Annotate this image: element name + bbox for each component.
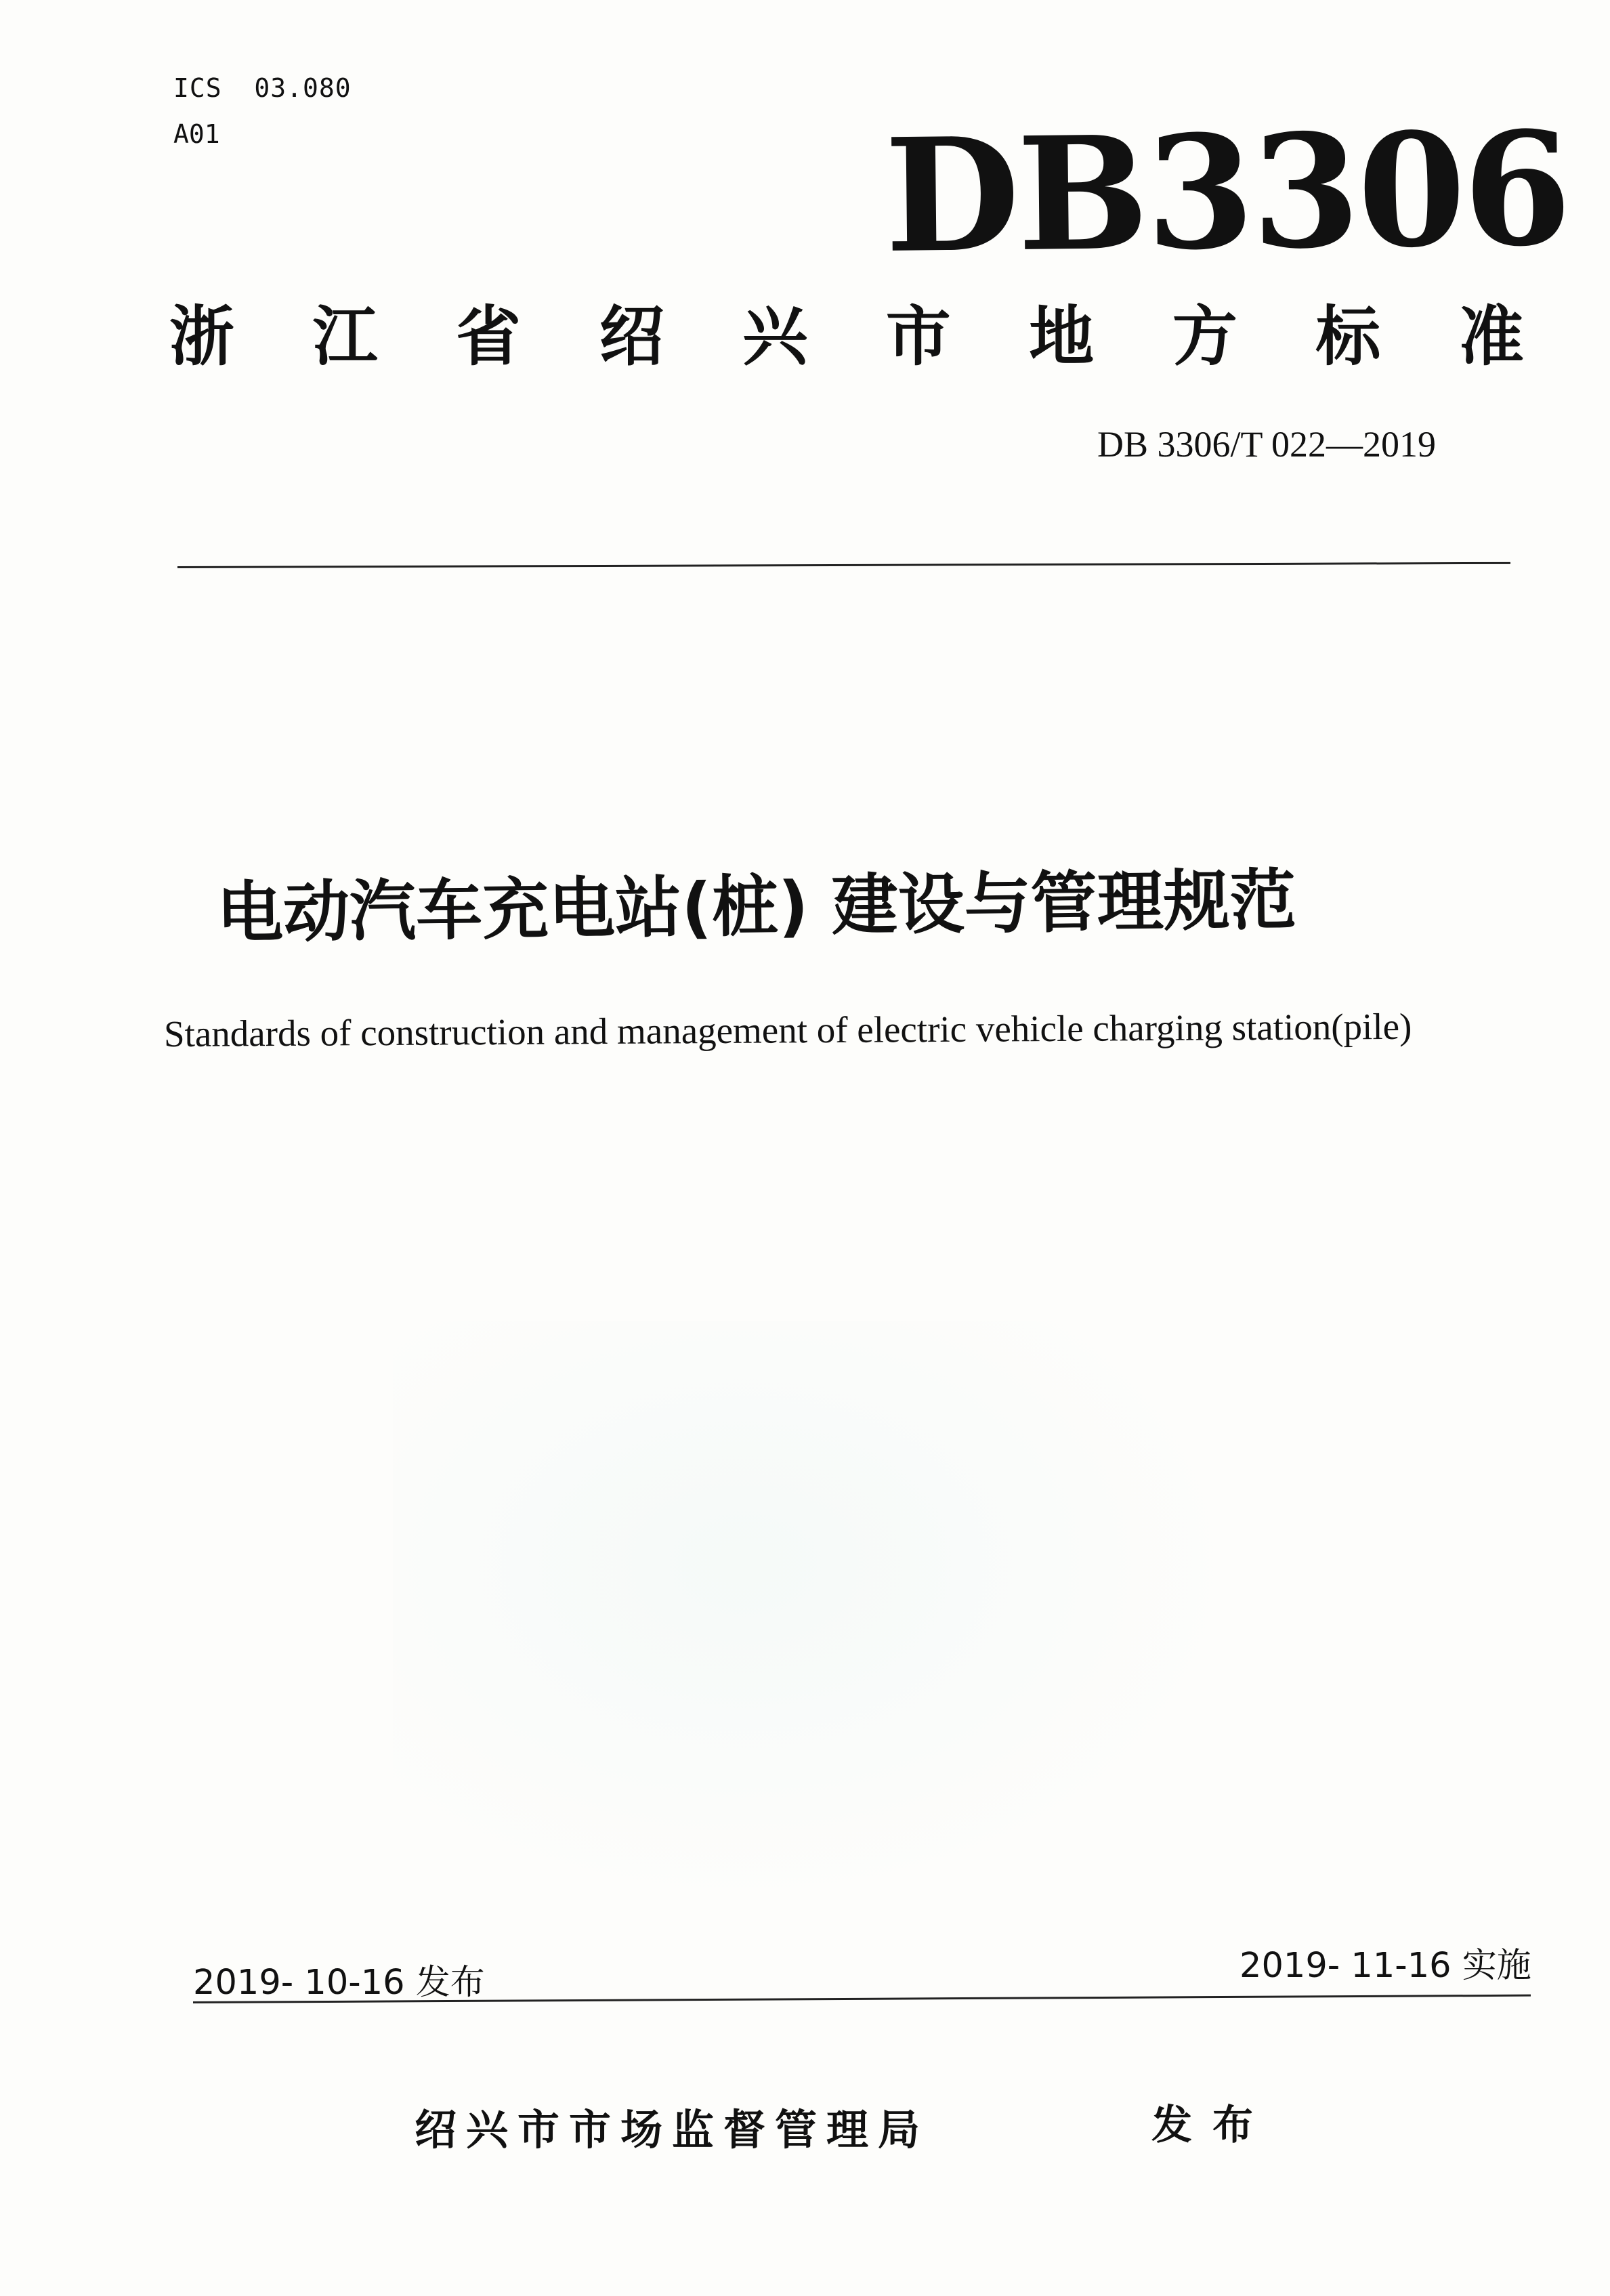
standard-type-heading [169, 298, 1524, 376]
implementation-date: 2019- 11-16 实施 [1240, 1946, 1531, 1986]
standard-type-char: 绍 [599, 299, 664, 375]
ics-code [173, 73, 352, 103]
ics-number: 03.080 [254, 73, 352, 103]
standard-type-char: 省 [456, 299, 522, 375]
standard-type-char: 准 [1458, 299, 1524, 375]
title-english: Standards of construction and management of electric vehicle charging station(pile) [163, 1005, 1412, 1055]
standard-type-char: 浙 [169, 299, 234, 375]
standard-type-char: 地 [1029, 299, 1095, 375]
header-divider [177, 562, 1510, 568]
title-chinese: 电动汽车充电站(桩) 建设与管理规范 [216, 862, 1297, 952]
db-code-logo: DB3306 [883, 98, 1570, 288]
standard-type-char: 标 [1315, 299, 1381, 375]
classification-code: A01 [173, 119, 220, 149]
standard-number: DB 3306/T 022—2019 [1097, 424, 1437, 465]
standard-type-char: 方 [1172, 299, 1237, 375]
issue-date: 2019- 10-16 发布 [193, 1963, 485, 2003]
standard-type-char: 市 [885, 299, 951, 375]
standard-type-char: 江 [312, 299, 378, 375]
issuing-authority: 绍兴市市场监督管理局 [415, 2105, 930, 2154]
ics-label: ICS [173, 73, 222, 103]
standard-type-char: 兴 [742, 299, 808, 375]
issue-label: 发布 [1151, 2102, 1273, 2149]
scan-watermark [393, 1321, 1273, 1930]
